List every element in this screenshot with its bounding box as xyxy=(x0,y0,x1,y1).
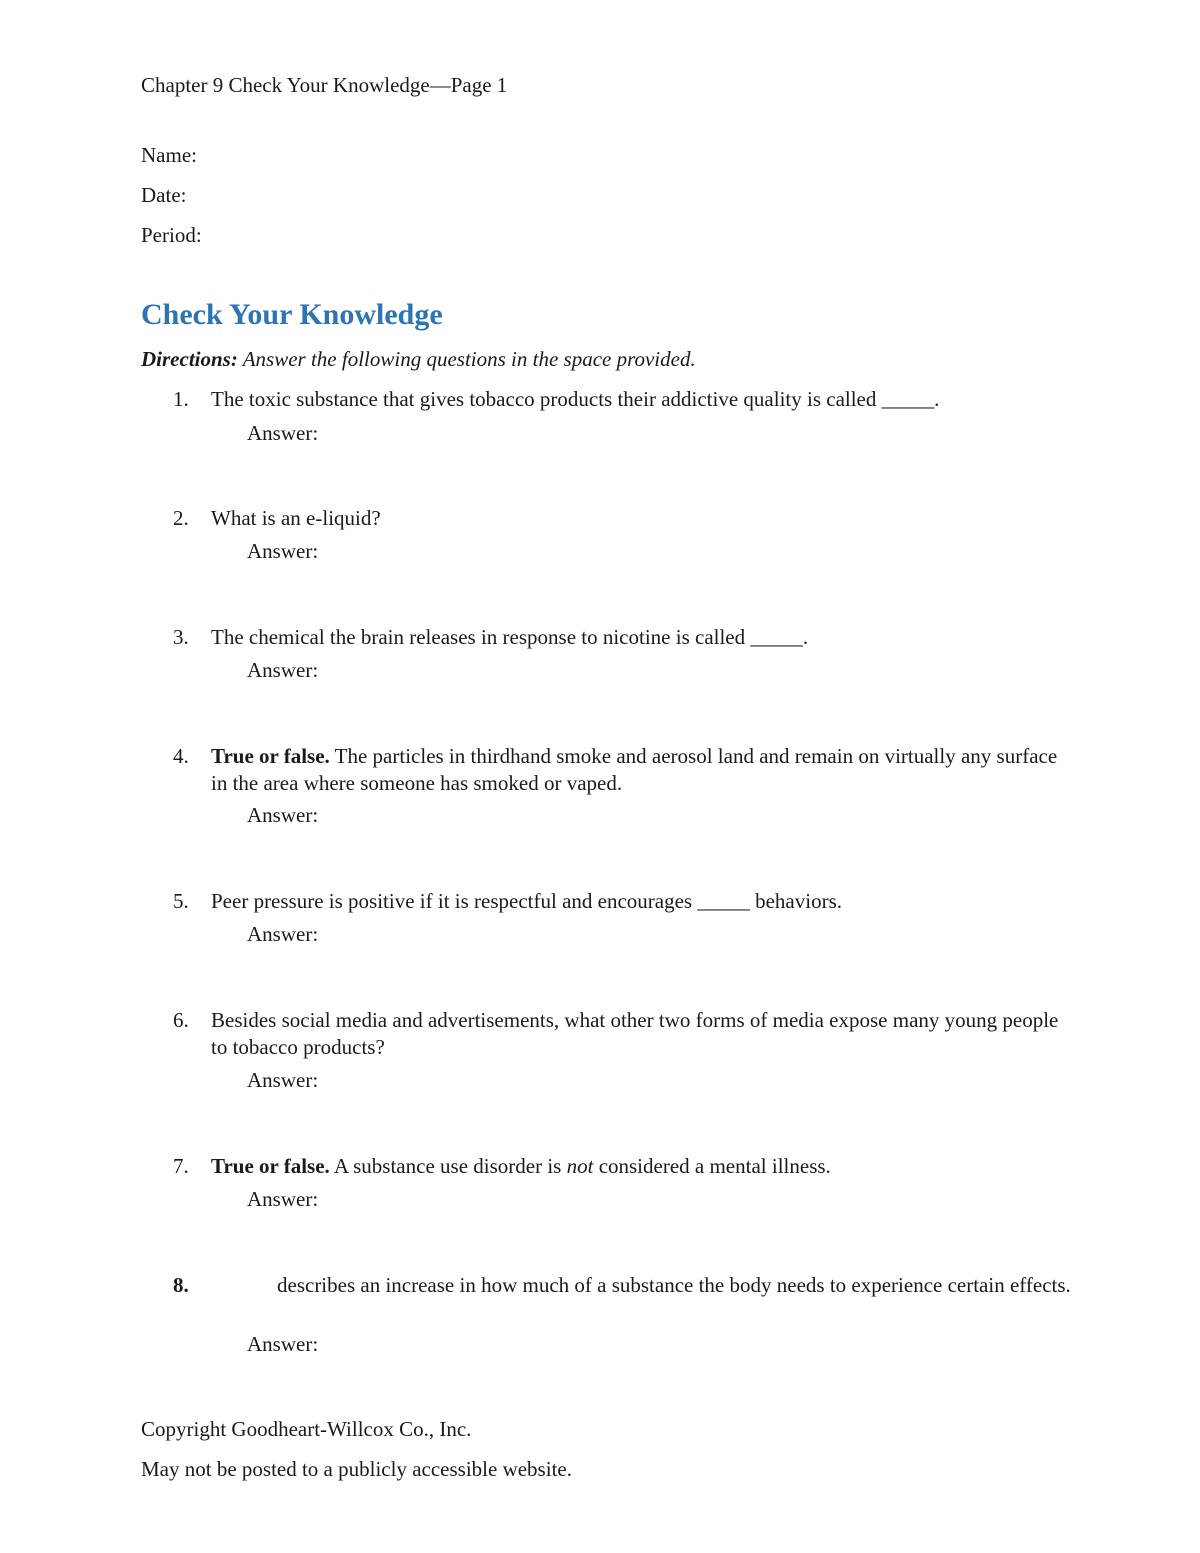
question-text: Peer pressure is positive if it is respectful and encourages _____ behaviors. xyxy=(211,889,842,913)
question-body-before: A substance use disorder is xyxy=(329,1154,567,1178)
true-false-lead: True or false. xyxy=(211,1154,330,1178)
period-field-label: Period: xyxy=(141,223,202,247)
question-text xyxy=(211,743,1071,797)
question-number: 1. xyxy=(173,387,189,411)
question-text xyxy=(211,1153,1071,1180)
answer-label-7: Answer: xyxy=(247,1187,319,1211)
posting-notice: May not be posted to a publicly accessible website. xyxy=(141,1457,572,1481)
directions xyxy=(141,347,696,372)
directions-text: Answer the following questions in the space provided. xyxy=(237,347,696,371)
question-number: 4. xyxy=(173,744,189,768)
answer-label-4: Answer: xyxy=(247,803,319,827)
question-number: 7. xyxy=(173,1154,189,1178)
answer-label-8: Answer: xyxy=(247,1332,319,1356)
copyright-notice: Copyright Goodheart-Willcox Co., Inc. xyxy=(141,1417,472,1441)
question-text: describes an increase in how much of a substance the body needs to experience certain effects. xyxy=(277,1273,1071,1297)
directions-label: Directions: xyxy=(141,347,238,371)
question-number: 3. xyxy=(173,625,189,649)
question-number: 6. xyxy=(173,1008,189,1032)
question-body: The particles in thirdhand smoke and aerosol land and remain on virtually any surface in the area where someone has smoked or vaped. xyxy=(211,744,1058,795)
question-text: Besides social media and advertisements, what other two forms of media expose many young people to tobacco products? xyxy=(211,1008,1059,1059)
question-text: What is an e-liquid? xyxy=(211,506,381,530)
question-text: The chemical the brain releases in response to nicotine is called _____. xyxy=(211,625,809,649)
question-body-after: considered a mental illness. xyxy=(593,1154,831,1178)
section-title: Check Your Knowledge xyxy=(141,298,443,331)
emphasis-not: not xyxy=(566,1154,594,1178)
answer-label-3: Answer: xyxy=(247,658,319,682)
name-field-label: Name: xyxy=(141,143,197,167)
question-number: 5. xyxy=(173,889,189,913)
question-number: 2. xyxy=(173,506,189,530)
page-header: Chapter 9 Check Your Knowledge—Page 1 xyxy=(141,73,508,97)
date-field-label: Date: xyxy=(141,183,187,207)
question-text: The toxic substance that gives tobacco products their addictive quality is called _____. xyxy=(211,387,940,411)
answer-label-2: Answer: xyxy=(247,539,319,563)
answer-label-5: Answer: xyxy=(247,922,319,946)
answer-label-1: Answer: xyxy=(247,421,319,445)
true-false-lead: True or false. xyxy=(211,744,330,768)
question-number: 8. xyxy=(173,1273,189,1297)
answer-label-6: Answer: xyxy=(247,1068,319,1092)
